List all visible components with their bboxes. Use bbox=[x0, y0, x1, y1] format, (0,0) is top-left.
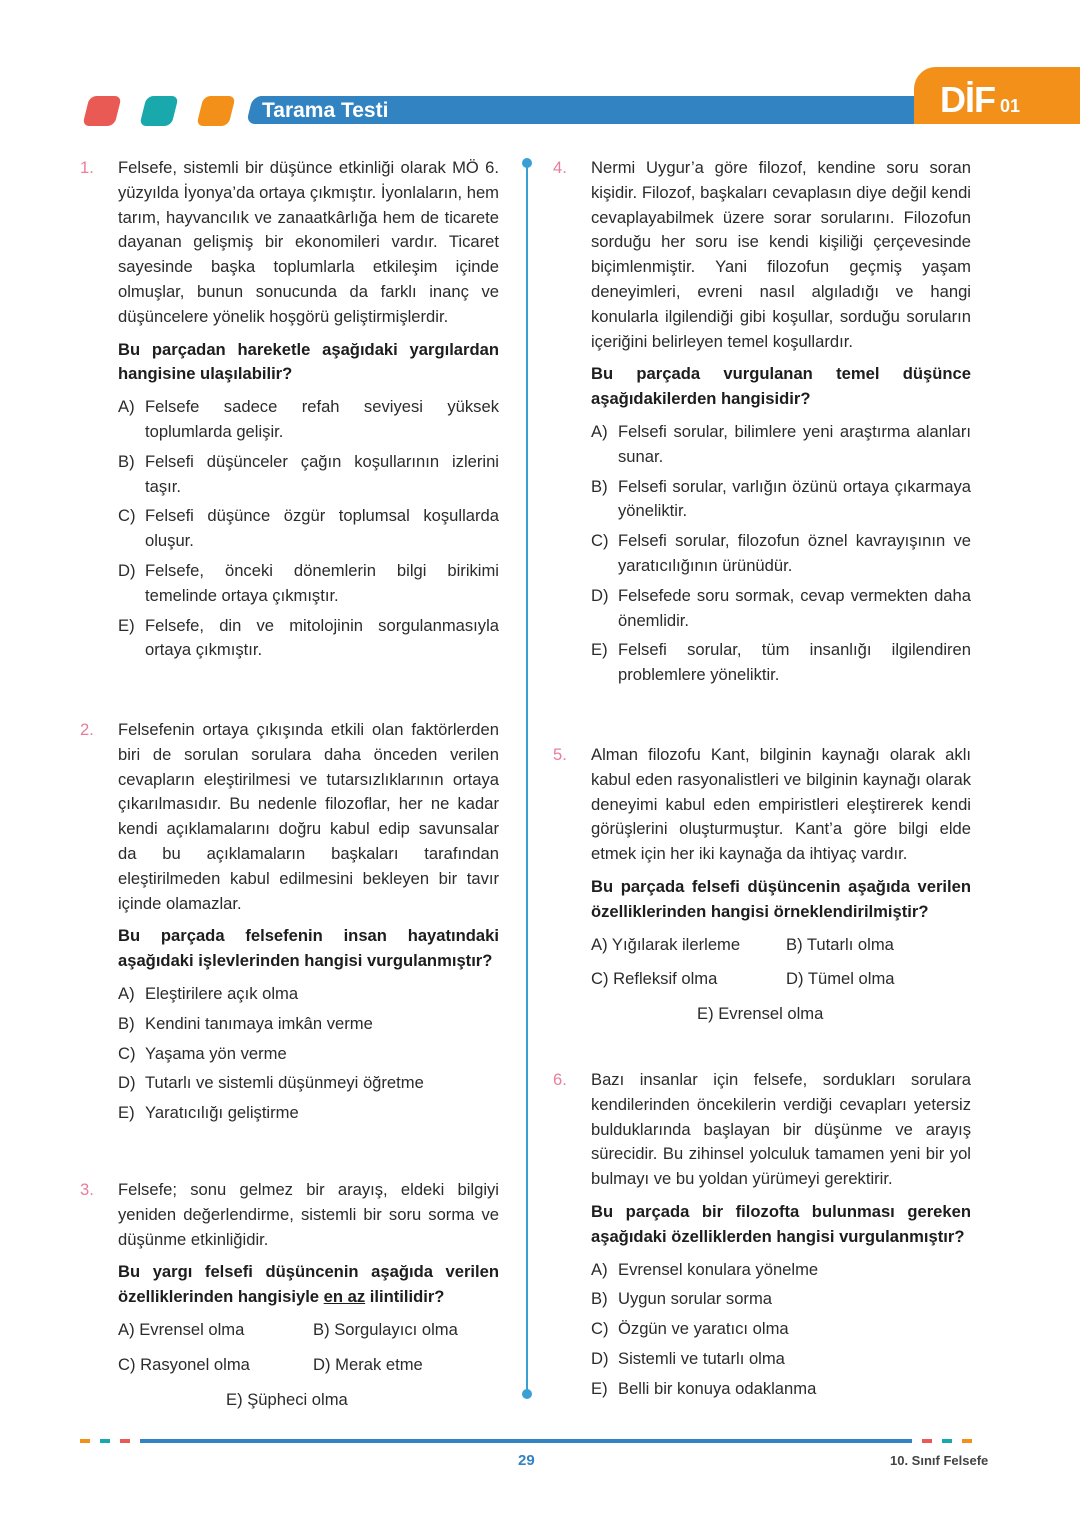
brand-number: 01 bbox=[1000, 96, 1021, 116]
option-d[interactable]: D) Merak etme bbox=[313, 1354, 423, 1374]
footer-dash-teal bbox=[942, 1439, 952, 1443]
footer-dash-red bbox=[120, 1439, 130, 1443]
option-a[interactable]: A) Evrensel konulara yönelme bbox=[591, 1259, 819, 1279]
option-e[interactable]: E) Felsefe, din ve mitolojinin sorgulanmasıyla ortaya çıkmıştır. bbox=[118, 615, 499, 660]
question-1 bbox=[80, 156, 499, 668]
question-stem: Bu parçada bir filozofta bulunması gereken aşağıdaki özelliklerden hangisi vurgulanmıştır? bbox=[591, 1201, 971, 1246]
question-stem: Bu parçadan hareketle aşağıdaki yargılardan hangisine ulaşılabilir? bbox=[118, 339, 499, 384]
question-number: 2. bbox=[80, 720, 94, 739]
option-a[interactable]: A) Felsefe sadece refah seviyesi yüksek toplumlarda gelişir. bbox=[118, 397, 499, 441]
question-passage: Nermi Uygur’a göre filozof, kendine soru soran kişidir. Filozof, başkaları cevaplasın diye değil kendi cevaplayabilmek üzere sorar sorularını. Filozofun sorduğu her soru ise kendi kişiliği çerçevesinde biçimlenmiştir. Yani filozofun geçmiş yaşam deneyimleri, evreni nasıl algıladığı ve hangi konularla ilgilendiği gibi koşullar, sorduğu soruların içeriğini belirleyen temel koşullardır. bbox=[591, 158, 971, 351]
option-d[interactable]: D) Tutarlı ve sistemli düşünmeyi öğretme bbox=[118, 1073, 424, 1093]
option-a[interactable]: A) Yığılarak ilerleme bbox=[591, 934, 741, 954]
question-number: 4. bbox=[553, 158, 567, 177]
question-stem: Bu parçada felsefenin insan hayatındaki aşağıdaki işlevlerinden hangisi vurgulanmıştır? bbox=[118, 926, 499, 971]
option-e[interactable]: E) Felsefi sorular, tüm insanlığı ilgilendiren problemlere yöneliktir. bbox=[591, 640, 971, 685]
footer-dash-teal bbox=[100, 1439, 110, 1443]
question-passage: Alman filozofu Kant, bilginin kaynağı olarak aklı kabul eden rasyonalistleri ve bilginin kaynağı olarak deneyimi kabul eden empiristleri eleştirerek kendi görüşlerini oluşturmuştur. Kant’a göre bilgi elde etmek için her iki kaynağa da ihtiyaç vardır. bbox=[591, 745, 971, 864]
option-b[interactable]: B) Felsefi sorular, varlığın özünü ortaya çıkarmaya yöneliktir. bbox=[591, 476, 971, 521]
option-e[interactable]: E) Şüpheci olma bbox=[226, 1389, 348, 1409]
footer-dash-red bbox=[922, 1439, 932, 1443]
option-e[interactable]: E) Belli bir konuya odaklanma bbox=[591, 1378, 817, 1398]
question-number: 5. bbox=[553, 745, 567, 764]
option-a[interactable]: A) Evrensel olma bbox=[118, 1319, 245, 1339]
header-shape-teal bbox=[139, 96, 178, 126]
option-d[interactable]: D) Tümel olma bbox=[786, 969, 895, 989]
divider-top-dot bbox=[522, 158, 532, 168]
option-a[interactable]: A) Felsefi sorular, bilimlere yeni araştırma alanları sunar. bbox=[591, 421, 971, 466]
option-b[interactable]: B) Uygun sorular sorma bbox=[591, 1289, 773, 1309]
footer-dash-orange bbox=[80, 1439, 90, 1443]
option-c[interactable]: C) Felsefi sorular, filozofun öznel kavrayışının ve yaratıcılığının ürünüdür. bbox=[591, 531, 971, 575]
option-b[interactable]: B) Kendini tanımaya imkân verme bbox=[118, 1013, 373, 1033]
page-title: Tarama Testi bbox=[262, 99, 389, 122]
option-c[interactable]: C) Refleksif olma bbox=[591, 969, 718, 989]
header-shape-red bbox=[82, 96, 121, 126]
question-passage: Felsefe, sistemli bir düşünce etkinliği olarak MÖ 6. yüzyılda İyonya’da ortaya çıkmıştır. İyonlaların, hem tarım, hayvancılık ve zanaatkârlığa hem de ticarete dayanan gelişmiş bir ekonomileri vardır. Ticaret sayesinde başka toplumlarla etkileşim içinde olmuşlar, bunun sonucunda da farklı inanç ve düşüncelere yönelik hoşgörü geliştirmişlerdir. bbox=[118, 158, 499, 326]
question-3 bbox=[80, 1178, 499, 1417]
header-shape-orange bbox=[196, 96, 235, 126]
question-number: 1. bbox=[80, 158, 94, 177]
question-stem: Bu yargı felsefi düşüncenin aşağıda verilen özelliklerinden hangisiyle en az ilintilidir? bbox=[118, 1262, 499, 1307]
option-c[interactable]: C) Yaşama yön verme bbox=[118, 1043, 287, 1063]
question-5 bbox=[553, 743, 971, 1032]
course-label: 10. Sınıf Felsefe bbox=[890, 1453, 989, 1468]
option-e[interactable]: E) Yaratıcılığı geliştirme bbox=[118, 1103, 299, 1123]
brand-badge bbox=[914, 67, 1080, 124]
question-stem: Bu parçada felsefi düşüncenin aşağıda verilen özelliklerinden hangisi örneklendirilmiştir? bbox=[591, 876, 971, 921]
option-d[interactable]: D) Felsefe, önceki dönemlerin bilgi birikimi temelinde ortaya çıkmıştır. bbox=[118, 560, 499, 605]
option-c[interactable]: C) Felsefi düşünce özgür toplumsal koşullarda oluşur. bbox=[118, 506, 499, 551]
question-passage: Bazı insanlar için felsefe, sordukları sorulara kendilerinden öncekilerin verdiği cevapları yetersiz bulduklarında başlayan bir düşünme ve arayış sürecidir. Bu zihinsel yolculuk tamamen yeni bir yol bulmayı ve bu yoldan yürümeyi gerektirir. bbox=[591, 1070, 971, 1189]
option-e[interactable]: E) Evrensel olma bbox=[697, 1004, 824, 1024]
emphasis-underline: en az bbox=[323, 1287, 366, 1307]
question-2 bbox=[80, 718, 499, 1131]
question-number: 6. bbox=[553, 1070, 567, 1089]
option-b[interactable]: B) Sorgulayıcı olma bbox=[313, 1319, 458, 1339]
option-c[interactable]: C) Rasyonel olma bbox=[118, 1354, 250, 1374]
option-d[interactable]: D) Sistemli ve tutarlı olma bbox=[591, 1348, 785, 1368]
option-b[interactable]: B) Tutarlı olma bbox=[786, 934, 894, 954]
footer-line bbox=[140, 1439, 912, 1443]
option-c[interactable]: C) Özgün ve yaratıcı olma bbox=[591, 1319, 789, 1339]
footer-dash-orange bbox=[962, 1439, 972, 1443]
question-number: 3. bbox=[80, 1180, 94, 1199]
question-6 bbox=[553, 1068, 971, 1407]
question-passage: Felsefenin ortaya çıkışında etkili olan faktörlerden biri de sorulan sorulara daha önceden verilen cevapların eleştirilmesi ve tutarsızlıklarının ortaya çıkarılmasıdır. Bu nedenle filozoflar, her ne kadar kendi açıklamalarını doğru kabul edip savunsalar da bu açıklamaların başkaları tarafından eleştirilmeden kabul edilmesini bekleyen bir tavır içinde olamazlar. bbox=[118, 720, 499, 913]
option-b[interactable]: B) Felsefi düşünceler çağın koşullarının izlerini taşır. bbox=[118, 451, 499, 496]
brand-logo: DİF bbox=[940, 79, 995, 120]
divider-bottom-dot bbox=[522, 1389, 532, 1399]
question-passage: Felsefe; sonu gelmez bir arayış, eldeki bilgiyi yeniden değerlendirme, sistemli bir soru sorma ve düşünme etkinliğidir. bbox=[118, 1180, 499, 1249]
question-4 bbox=[553, 156, 971, 693]
option-d[interactable]: D) Felsefede soru sormak, cevap vermekten daha önemlidir. bbox=[591, 585, 971, 630]
column-divider bbox=[526, 162, 528, 1394]
page-number: 29 bbox=[518, 1452, 535, 1469]
option-a[interactable]: A) Eleştirilere açık olma bbox=[118, 983, 299, 1003]
question-stem: Bu parçada vurgulanan temel düşünce aşağıdakilerden hangisidir? bbox=[591, 364, 971, 409]
